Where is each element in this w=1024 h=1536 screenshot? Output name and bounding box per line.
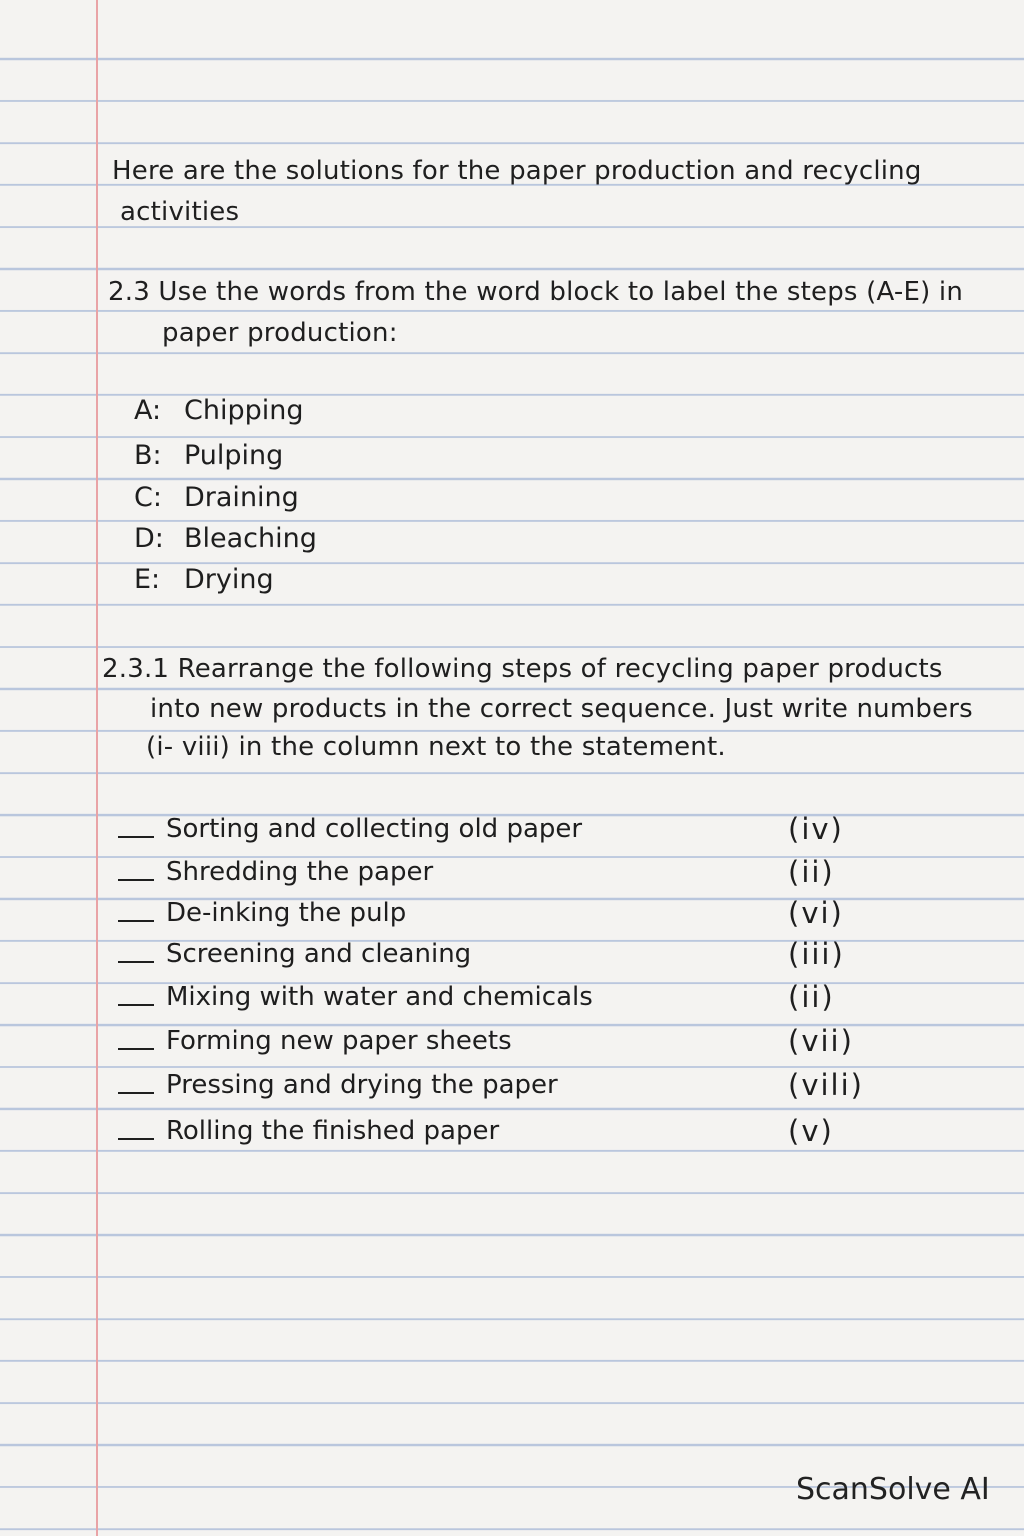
recycling-step-row: [112, 814, 852, 854]
recycling-step-row: [112, 939, 852, 979]
recycling-step-number: (vi): [788, 896, 844, 930]
label-letter: B:: [134, 440, 162, 471]
recycling-step-text: Pressing and drying the paper: [166, 1070, 558, 1100]
answer-blank-dash: [118, 1004, 154, 1006]
recycling-step-number: (ii): [788, 855, 835, 889]
label-word: Pulping: [184, 440, 284, 471]
label-row-b: [134, 440, 283, 471]
recycling-step-text: Forming new paper sheets: [166, 1026, 512, 1056]
recycling-step-text: Screening and cleaning: [166, 939, 472, 969]
answer-blank-dash: [118, 836, 154, 838]
question-2-3-1-line-2: into new products in the correct sequence. Just write numbers: [150, 694, 973, 724]
question-2-3-1-line-3: (i- viii) in the column next to the statement.: [146, 732, 726, 762]
brand-watermark: ScanSolve AI: [796, 1472, 990, 1507]
recycling-step-number: (vili): [788, 1068, 864, 1102]
intro-line-2: activities: [120, 197, 240, 227]
label-word: Chipping: [184, 395, 304, 426]
label-word: Drying: [184, 564, 274, 595]
recycling-step-text: Sorting and collecting old paper: [166, 814, 583, 844]
notebook-margin-line: [96, 0, 98, 1536]
recycling-step-row: [112, 1116, 852, 1156]
answer-blank-dash: [118, 879, 154, 881]
recycling-step-row: [112, 1026, 852, 1066]
recycling-step-row: [112, 1068, 864, 1110]
label-word: Draining: [184, 482, 299, 513]
question-2-3-line-1: 2.3 Use the words from the word block to label the steps (A-E) in: [108, 277, 964, 307]
label-row-a: [134, 395, 304, 426]
question-2-3-line-2: paper production:: [162, 318, 398, 348]
recycling-step-row: [112, 857, 852, 897]
answer-blank-dash: [118, 1048, 154, 1050]
recycling-step-row: [112, 898, 852, 938]
recycling-step-number: (iii): [788, 937, 845, 971]
answer-blank-dash: [118, 1092, 154, 1094]
recycling-step-number: (iv): [788, 812, 844, 846]
label-word: Bleaching: [184, 523, 317, 554]
recycling-step-number: (v): [788, 1114, 834, 1148]
answer-blank-dash: [118, 920, 154, 922]
label-row-c: [134, 482, 299, 513]
question-2-3-1-line-1: 2.3.1 Rearrange the following steps of recycling paper products: [102, 654, 943, 684]
recycling-step-text: Mixing with water and chemicals: [166, 982, 593, 1012]
recycling-step-number: (vii): [788, 1024, 854, 1058]
recycling-step-text: Rolling the finished paper: [166, 1116, 500, 1146]
label-letter: A:: [134, 395, 162, 426]
recycling-step-row: [112, 982, 852, 1022]
recycling-step-number: (ii): [788, 980, 835, 1014]
recycling-step-text: Shredding the paper: [166, 857, 434, 887]
label-row-e: [134, 564, 274, 595]
answer-blank-dash: [118, 1138, 154, 1140]
intro-line-1: Here are the solutions for the paper production and recycling: [112, 156, 922, 186]
label-letter: D:: [134, 523, 164, 554]
recycling-step-text: De-inking the pulp: [166, 898, 407, 928]
answer-blank-dash: [118, 961, 154, 963]
label-letter: C:: [134, 482, 162, 513]
label-row-d: [134, 523, 317, 554]
label-letter: E:: [134, 564, 161, 595]
